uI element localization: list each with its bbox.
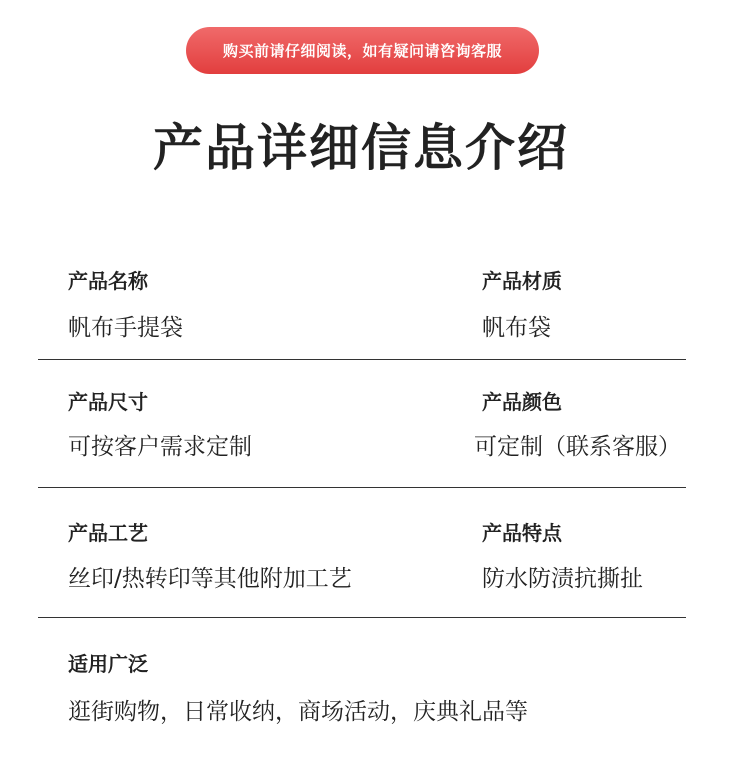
spec-value-usage: 逛街购物，日常收纳，商场活动，庆典礼品等	[68, 699, 528, 725]
spec-label-craft: 产品工艺	[68, 521, 148, 545]
spec-label-color: 产品颜色	[482, 390, 562, 414]
spec-value-name: 帆布手提袋	[68, 315, 183, 341]
notice-banner: 购买前请仔细阅读，如有疑问请咨询客服	[186, 27, 539, 74]
spec-value-craft: 丝印/热转印等其他附加工艺	[68, 566, 352, 592]
spec-label-size: 产品尺寸	[68, 390, 148, 414]
spec-value-feature: 防水防渍抗撕扯	[482, 566, 643, 592]
spec-label-feature: 产品特点	[482, 521, 562, 545]
spec-label-material: 产品材质	[482, 269, 562, 293]
spec-value-material: 帆布袋	[482, 315, 551, 341]
spec-value-size: 可按客户需求定制	[68, 434, 252, 460]
row-divider	[38, 359, 686, 360]
spec-label-name: 产品名称	[68, 269, 148, 293]
spec-label-usage: 适用广泛	[68, 652, 148, 676]
spec-value-color: 可定制（联系客服）	[474, 434, 681, 460]
page-title: 产品详细信息介绍	[153, 118, 569, 177]
row-divider	[38, 617, 686, 618]
row-divider	[38, 487, 686, 488]
